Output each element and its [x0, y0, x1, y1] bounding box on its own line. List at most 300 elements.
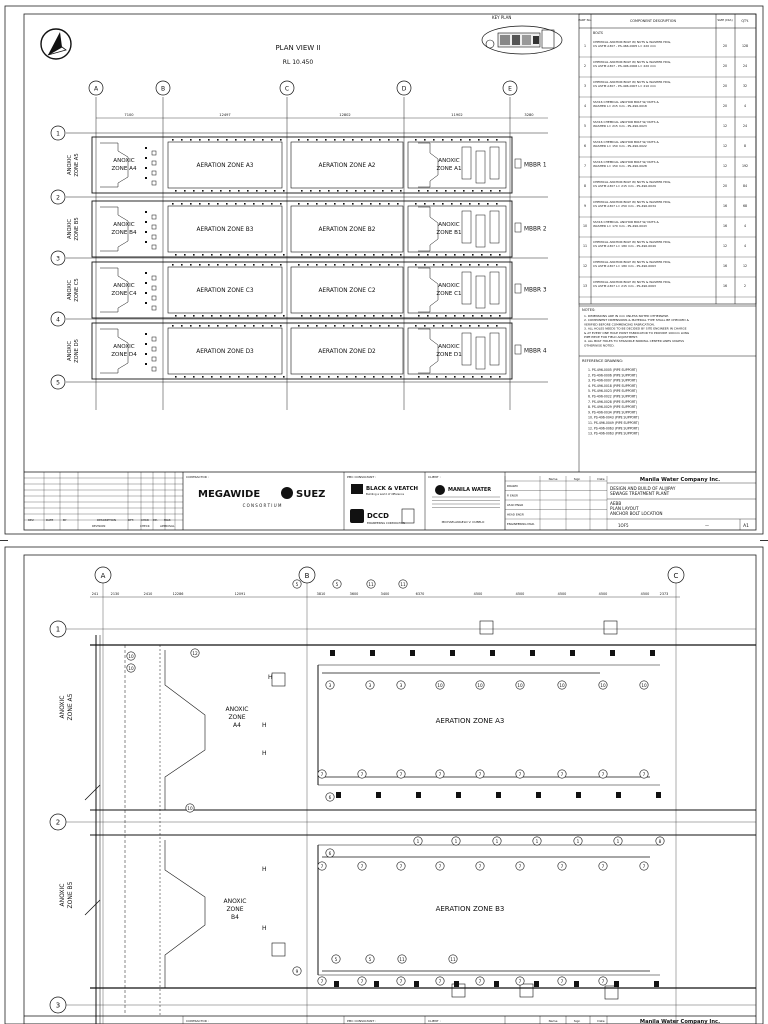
table-cell-desc: WASHER L= 215 mm - PS-496-0023 [593, 124, 647, 128]
anchor-bolt-mark [460, 203, 462, 205]
anchor-bolt-mark [208, 325, 210, 327]
equipment-box [604, 621, 617, 634]
anchor-bolt-mark [181, 264, 183, 266]
anchor-bolt-mark [190, 139, 192, 141]
anchor-bolt-mark [361, 264, 363, 266]
anchor-bolt-mark [427, 376, 429, 378]
anchor-bolt-mark [328, 190, 330, 192]
zone-label-anoxic: ZONE A4 [111, 166, 137, 172]
zone-label-anoxic: ZONE C1 [436, 291, 462, 297]
anchor-bolt-mark [382, 315, 384, 317]
equipment-bay [476, 151, 485, 183]
callout-number: 7 [360, 863, 364, 869]
table-cell-qty: 128 [741, 44, 749, 48]
grid-row-label-1: 1 [55, 625, 61, 634]
dimension-text: 7100 [124, 113, 134, 117]
revision-header: P.E. [153, 518, 158, 522]
table-cell-size: 16 [722, 204, 728, 208]
table-cell-part: 2 [583, 64, 587, 68]
zone-label-aeration: AERATION ZONE B2 [318, 227, 376, 233]
revision-header: CHKR [141, 518, 149, 522]
anchor-bolt-mark [229, 315, 231, 317]
callout-number: 3 [399, 682, 403, 688]
contractor-logo-suez: SUEZ [296, 489, 326, 500]
anchor-plate [410, 650, 415, 656]
anchor-bolt-mark [265, 315, 267, 317]
anchor-plate [496, 792, 501, 798]
anchor-bolt-mark [145, 157, 147, 159]
anchor-bolt-mark [391, 376, 393, 378]
anchor-bolt-mark [388, 139, 390, 141]
baffle [418, 207, 438, 251]
note-line: OTHERWISE NOTED. [584, 343, 615, 348]
crop-mark-left [0, 540, 8, 541]
anoxic-basin [408, 206, 506, 252]
anchor-bolt-mark [298, 264, 300, 266]
dimension-text: 3400 [380, 592, 390, 596]
anchor-bolt-mark [184, 376, 186, 378]
consultant1-name: BLACK & VEATCH [366, 486, 419, 492]
reference-item: 8. PS-496-0029 (PIPE SUPPORT) [588, 405, 637, 410]
anchor-bolt-mark [211, 376, 213, 378]
table-cell-desc: SS316 CHEMICAL ANCHOR BOLT W/ NUTS & [593, 160, 659, 164]
anchor-bolt-mark [481, 190, 483, 192]
enlarged-plan-drawing [0, 545, 768, 1024]
client-signature-name: MICHAELANGELO V. CUBELO [441, 520, 485, 524]
anchor-bolt-mark [469, 139, 471, 141]
callout-number: 5 [334, 956, 338, 962]
note-line: 4. ALL BOLT HOLES TO STRADDLE NORMAL CENTER LINES UNLESS [584, 339, 684, 344]
pipe-support-mark [152, 171, 156, 175]
equipment-bay [476, 337, 485, 369]
grid-row-label-2: 2 [55, 818, 61, 827]
anchor-bolt-mark [496, 203, 498, 205]
table-cell-desc: CS ASTM A307 L= 180 mm - PS-496-0049 [593, 244, 656, 248]
callout-number: 3 [368, 682, 372, 688]
anchor-bolt-mark [145, 363, 147, 365]
reference-item: 2. PS-496-0006 (PIPE SUPPORT) [588, 373, 637, 378]
zone-label-anoxic: ANOXIC [438, 222, 460, 228]
support-symbol-icon: H [262, 750, 267, 757]
zone-label-aeration-a: AERATION ZONE A3 [435, 717, 505, 725]
callout-number: 1 [535, 838, 539, 844]
anchor-bolt-mark [499, 315, 501, 317]
anchor-bolt-mark [217, 325, 219, 327]
anchor-bolt-mark [229, 376, 231, 378]
anchor-bolt-mark [379, 325, 381, 327]
revision-number: — [705, 523, 709, 528]
anchor-bolt-mark [400, 190, 402, 192]
zone-label-anoxic-a: ZONE [228, 714, 246, 721]
consultant2-name: DCCD [367, 512, 389, 520]
anchor-bolt-mark [307, 139, 309, 141]
anchor-bolt-mark [391, 190, 393, 192]
zone-label-anoxic: ANOXIC [113, 344, 135, 350]
zone-label-anoxic: ANOXIC [438, 158, 460, 164]
table-section-title: BOLTS [593, 31, 603, 35]
callout-number: 7 [642, 863, 646, 869]
sign-col-header: Sign [573, 477, 581, 481]
callout-number: 7 [642, 771, 646, 777]
equipment-box [272, 673, 285, 686]
anchor-bolt-mark [202, 254, 204, 256]
anchor-bolt-mark [208, 139, 210, 141]
anchor-bolt-mark [310, 190, 312, 192]
dimension-text: 3280 [524, 113, 534, 117]
anchor-bolt-mark [415, 203, 417, 205]
equipment-bay [490, 147, 499, 179]
anchor-bolt-mark [190, 203, 192, 205]
anchor-bolt-mark [310, 315, 312, 317]
dimension-text: 4500 [640, 592, 650, 596]
anchor-bolt-mark [346, 315, 348, 317]
dimension-text: 12802 [339, 113, 351, 117]
table-cell-part: 11 [582, 244, 588, 248]
revision-header: REV. [28, 518, 35, 522]
anchor-bolt-mark [301, 315, 303, 317]
anchor-bolt-mark [211, 315, 213, 317]
equipment-bay [462, 272, 471, 304]
anchor-bolt-mark [334, 264, 336, 266]
anchor-plate [490, 650, 495, 656]
callout-number: 3 [328, 682, 332, 688]
anchor-bolt-mark [337, 315, 339, 317]
dimension-text: 12091 [234, 592, 246, 596]
zone-label-anoxic: ANOXIC [438, 283, 460, 289]
anchor-bolt-mark [499, 254, 501, 256]
table-cell-desc: WASHER L= 150 mm - PS-496-0028 [593, 164, 647, 168]
anchor-bolt-mark [454, 376, 456, 378]
anchor-bolt-mark [307, 203, 309, 205]
anchor-bolt-mark [433, 203, 435, 205]
zone-label-anoxic: ZONE D1 [436, 352, 462, 358]
anchor-bolt-mark [451, 203, 453, 205]
anchor-bolt-mark [433, 325, 435, 327]
anchor-plate [650, 650, 655, 656]
anchor-bolt-mark [145, 167, 147, 169]
anchor-bolt-mark [247, 254, 249, 256]
anchor-bolt-mark [472, 190, 474, 192]
zone-label-aeration: AERATION ZONE D2 [318, 349, 376, 355]
revision-header: MGR [164, 518, 171, 522]
zone-label-side-a-line: ANOXIC [59, 695, 66, 719]
anchor-bolt-mark [355, 190, 357, 192]
anchor-bolt-mark [400, 376, 402, 378]
anchor-bolt-mark [274, 376, 276, 378]
anchor-bolt-mark [319, 254, 321, 256]
anchor-bolt-mark [463, 190, 465, 192]
anoxic-side-label [67, 339, 80, 363]
consultant1-tag: Building a world of difference [366, 493, 405, 496]
anchor-bolt-mark [238, 190, 240, 192]
callout-number: 8 [658, 838, 662, 844]
dimension-text: 2130 [110, 592, 120, 596]
anchor-plate [656, 792, 661, 798]
anchor-bolt-mark [346, 190, 348, 192]
zone-label-anoxic-b: ZONE [226, 906, 244, 913]
table-cell-desc: WASHER L= 215 mm - PS-496-0018 [593, 104, 647, 108]
callout-number: 7 [560, 863, 564, 869]
anchor-bolt-mark [334, 325, 336, 327]
grid-col-label-D: D [401, 85, 407, 93]
anchor-bolt-mark [193, 254, 195, 256]
anchor-bolt-mark [490, 376, 492, 378]
anchor-bolt-mark [436, 315, 438, 317]
callout-number: 7 [518, 863, 522, 869]
anchor-bolt-mark [274, 190, 276, 192]
support-symbol-icon: H [262, 925, 267, 932]
anchor-bolt-mark [400, 254, 402, 256]
baffle [418, 268, 438, 312]
client-label: CLIENT : [428, 475, 441, 479]
anchor-bolt-mark [184, 315, 186, 317]
pipe-support-mark [152, 235, 156, 239]
zone-label-anoxic: ZONE B1 [436, 230, 462, 236]
anchor-bolt-mark [373, 315, 375, 317]
table-cell-part: 3 [583, 84, 587, 88]
anchor-bolt-mark [337, 376, 339, 378]
footer-client-label: CLIENT : [428, 1019, 441, 1023]
mbbr-tank [515, 345, 521, 354]
anchor-bolt-mark [172, 325, 174, 327]
reference-item: 7. PS-496-0028 (PIPE SUPPORT) [588, 399, 637, 404]
sheet-border-inner [24, 14, 756, 530]
anchor-bolt-mark [190, 325, 192, 327]
anchor-bolt-mark [346, 376, 348, 378]
plan-title: PLAN VIEW II [275, 44, 321, 52]
anoxic-basin [408, 142, 506, 188]
anchor-bolt-mark [328, 376, 330, 378]
table-cell-qty: 4 [743, 104, 747, 108]
diagonal-wall [85, 785, 100, 800]
anchor-bolt-mark [145, 211, 147, 213]
key-plan-thumbnail [482, 26, 562, 54]
contractor-logo-megawide: MEGAWIDE [198, 489, 261, 500]
zone-label-mbbr: MBBR 4 [524, 348, 547, 355]
anchor-bolt-mark [370, 139, 372, 141]
anchor-bolt-mark [445, 376, 447, 378]
callout-number: 7 [518, 978, 522, 984]
anchor-bolt-mark [172, 203, 174, 205]
zone-label-mbbr: MBBR 3 [524, 287, 547, 294]
anchor-bolt-mark [487, 203, 489, 205]
callout-number: 1 [454, 838, 458, 844]
anchor-bolt-mark [145, 292, 147, 294]
anchor-bolt-mark [442, 264, 444, 266]
mbbr-tank [515, 159, 521, 168]
reference-item: 5. PS-496-0023 (PIPE SUPPORT) [588, 389, 637, 394]
zone-label-anoxic-b: B4 [231, 914, 239, 921]
zone-label-aeration-b: AERATION ZONE B3 [435, 905, 505, 913]
baffle [100, 268, 128, 312]
dimension-text: 2410 [143, 592, 153, 596]
callout-number: 1 [576, 838, 580, 844]
table-cell-size: 20 [722, 64, 728, 68]
consultant-label: PMC CONSULTANT : [347, 475, 377, 479]
zone-label-anoxic: ZONE B4 [111, 230, 137, 236]
anchor-bolt-mark [418, 376, 420, 378]
anchor-plate [536, 792, 541, 798]
grid-row-label-2: 2 [56, 194, 60, 202]
table-cell-size: 12 [722, 164, 728, 168]
anchor-bolt-mark [499, 376, 501, 378]
anchor-bolt-mark [145, 282, 147, 284]
anchor-plate [574, 981, 579, 987]
revision-header: DFT. [128, 518, 134, 522]
callout-number: 7 [560, 978, 564, 984]
table-cell-part: 1 [583, 44, 587, 48]
anchor-bolt-mark [337, 190, 339, 192]
anchor-bolt-mark [274, 315, 276, 317]
grid-col-label-A: A [93, 85, 99, 93]
reference-item: 11. PS-496-0049 (PIPE SUPPORT) [588, 421, 639, 425]
anchor-bolt-mark [463, 315, 465, 317]
anchor-bolt-mark [325, 325, 327, 327]
anchor-bolt-mark [379, 139, 381, 141]
dimension-text: 4500 [515, 592, 525, 596]
note-line: PIPE PIECE FOR FIELD ADJUSTMENT. [584, 335, 638, 339]
anchor-bolt-mark [253, 325, 255, 327]
note-line: VERIFIED BEFORE COMMENCING FABRICATION. [584, 322, 655, 327]
anchor-bolt-mark [220, 315, 222, 317]
grid-col-label-E: E [508, 85, 512, 93]
table-cell-desc: CHEMICAL ANCHOR BOLT W/ NUTS & WASHER HDG, [593, 180, 672, 184]
baffle [100, 329, 128, 373]
anchor-bolt-mark [238, 254, 240, 256]
table-cell-qty: 192 [741, 164, 749, 168]
anchor-bolt-mark [460, 264, 462, 266]
dimension-text: 2373 [659, 592, 669, 596]
anchor-bolt-mark [145, 231, 147, 233]
sign-col-header: Name [548, 477, 558, 481]
sheet2-border-outer [5, 547, 763, 1024]
table-cell-part: 12 [582, 264, 588, 268]
callout-number: 7 [399, 771, 403, 777]
anchor-bolt-mark [298, 139, 300, 141]
anchor-plate [534, 981, 539, 987]
zone-label-anoxic: ANOXIC [438, 344, 460, 350]
callout-number: 10 [437, 682, 443, 688]
pipe-support-mark [152, 215, 156, 219]
callout-number: 7 [320, 863, 324, 869]
north-arrow-icon [41, 29, 71, 59]
anchor-bolt-mark [271, 264, 273, 266]
anchor-bolt-mark [388, 203, 390, 205]
anchor-bolt-mark [364, 190, 366, 192]
anchor-bolt-mark [298, 325, 300, 327]
sheet-size: A1 [743, 524, 749, 529]
anchor-plate [370, 650, 375, 656]
anchor-bolt-mark [427, 190, 429, 192]
anchor-bolt-mark [490, 315, 492, 317]
anchor-bolt-mark [172, 139, 174, 141]
zone-label-side-b [59, 881, 74, 908]
anchor-bolt-mark [145, 241, 147, 243]
anchor-bolt-mark [244, 139, 246, 141]
anchor-bolt-mark [229, 190, 231, 192]
anchor-bolt-mark [343, 139, 345, 141]
table-cell-desc: CS ASTM A307 L= 180 mm - PS-496-0063 [593, 264, 656, 268]
anchor-plate [330, 650, 335, 656]
anchor-bolt-mark [280, 203, 282, 205]
anchor-bolt-mark [388, 264, 390, 266]
table-cell-desc: SS316 CHEMICAL ANCHOR BOLT W/ NUTS & [593, 220, 659, 224]
anchor-bolt-mark [193, 190, 195, 192]
anchor-bolt-mark [202, 190, 204, 192]
table-cell-desc: CS ASTM A307 - PS-496-0006 L= 220 mm [593, 64, 656, 68]
anchor-plate [414, 981, 419, 987]
equipment-bay [462, 211, 471, 243]
table-cell-desc: SS316 CHEMICAL ANCHOR BOLT W/ NUTS & [593, 140, 659, 144]
anchor-bolt-mark [454, 190, 456, 192]
anchor-bolt-mark [319, 190, 321, 192]
table-cell-part: 9 [583, 204, 587, 208]
callout-number: 6 [328, 850, 332, 856]
project-name: SEWAGE TREATMENT PLANT [610, 491, 670, 496]
anchor-bolt-mark [355, 254, 357, 256]
table-cell-qty: 2 [743, 284, 747, 288]
zone-label-anoxic-b: ANOXIC [223, 898, 247, 905]
callout-number: 7 [518, 771, 522, 777]
anchor-bolt-mark [244, 203, 246, 205]
baffle [165, 840, 205, 988]
anchor-bolt-mark [436, 254, 438, 256]
sign-row-label: P. ENGR [507, 493, 518, 498]
anchor-bolt-mark [262, 203, 264, 205]
zone-label-aeration: AERATION ZONE D3 [196, 349, 254, 355]
zone-label-side-b-line: ZONE B5 [67, 881, 74, 909]
callout-number: 10 [517, 682, 523, 688]
anchor-bolt-mark [316, 139, 318, 141]
table-cell-qty: 4 [743, 244, 747, 248]
table-cell-size: 16 [722, 284, 728, 288]
zone-label-side: ANOXIC [67, 155, 73, 175]
anchor-plate [614, 981, 619, 987]
anchor-bolt-mark [145, 333, 147, 335]
grid-col-label-A: A [100, 572, 106, 580]
reference-item: 3. PS-496-0007 (PIPE SUPPORT) [588, 378, 637, 383]
anchor-bolt-mark [343, 203, 345, 205]
anchor-bolt-mark [199, 264, 201, 266]
anchor-bolt-mark [499, 190, 501, 192]
anchor-bolt-mark [496, 264, 498, 266]
anchor-bolt-mark [433, 139, 435, 141]
footer-sign-col: Date [597, 1019, 605, 1023]
anchor-bolt-mark [478, 139, 480, 141]
anchor-plate [376, 792, 381, 798]
anchor-bolt-mark [400, 315, 402, 317]
sign-row-label: LEAD ENGR [507, 503, 524, 507]
table-cell-size: 20 [722, 44, 728, 48]
dimension-text: 3810 [316, 592, 326, 596]
plan-level: RL 10.450 [282, 59, 314, 66]
anchor-bolt-mark [454, 254, 456, 256]
anchor-bolt-mark [145, 302, 147, 304]
anchor-plate [654, 981, 659, 987]
anchor-bolt-mark [334, 139, 336, 141]
anchor-bolt-mark [424, 264, 426, 266]
footer-company-name: Manila Water Company Inc. [639, 1019, 721, 1024]
anchor-bolt-mark [382, 376, 384, 378]
anchor-bolt-mark [397, 139, 399, 141]
table-cell-part: 13 [582, 284, 588, 288]
anchor-bolt-mark [442, 203, 444, 205]
callout-number: 10 [187, 805, 193, 811]
dimension-text: 4500 [557, 592, 567, 596]
sign-row-label: DRAWN [507, 484, 518, 488]
table-cell-size: 20 [722, 104, 728, 108]
anchor-bolt-mark [388, 325, 390, 327]
